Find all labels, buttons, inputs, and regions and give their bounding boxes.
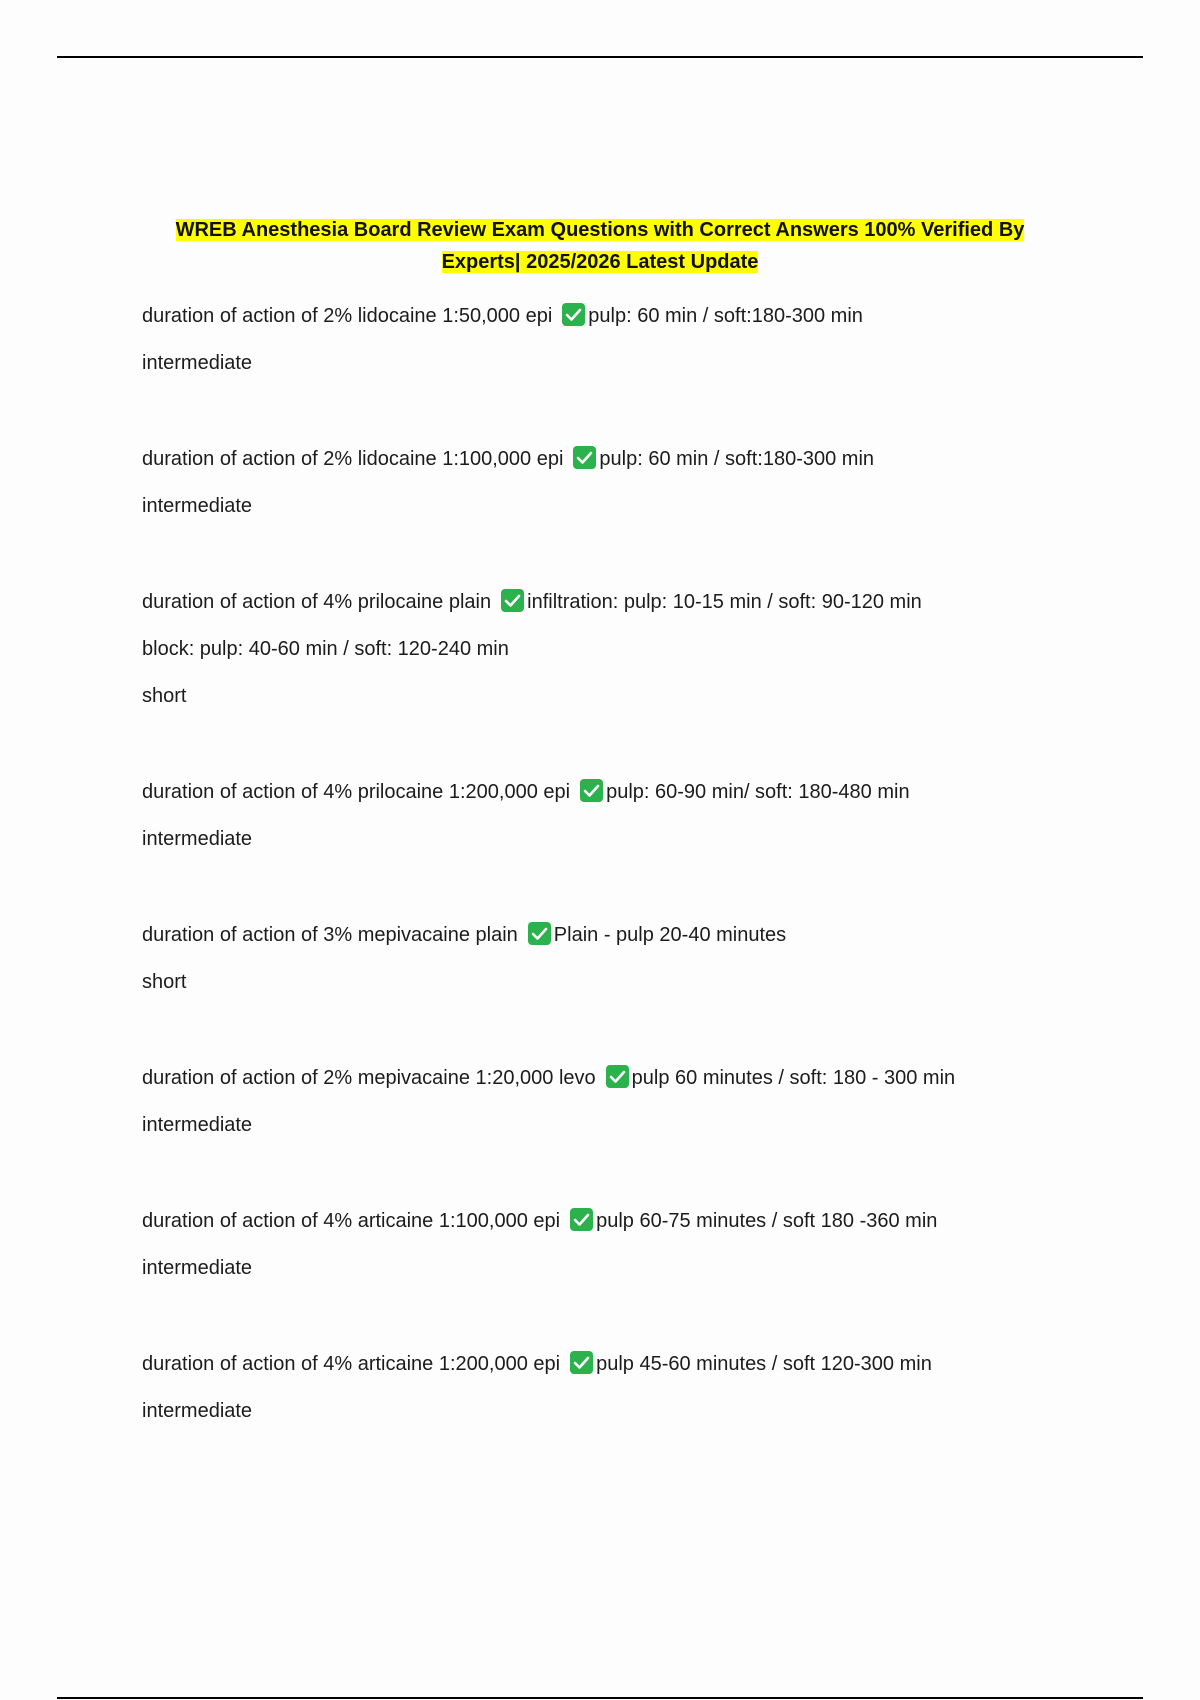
check-mark-icon — [580, 779, 603, 802]
answer-continuation: intermediate — [142, 1400, 253, 1422]
title-line-1: WREB Anesthesia Board Review Exam Questions with Correct Answers 100% Verified By — [175, 219, 1025, 241]
qa-item — [142, 912, 1082, 1006]
qa-list — [142, 293, 1082, 1435]
question-text: duration of action of 2% lidocaine 1:50,000 epi — [142, 305, 553, 327]
item-spacer — [142, 863, 1082, 912]
qa-item — [142, 1341, 1082, 1435]
title-line-2: Experts| 2025/2026 Latest Update — [441, 251, 759, 273]
question-text: duration of action of 4% prilocaine 1:200,000 epi — [142, 781, 571, 803]
qa-line — [142, 293, 1082, 340]
qa-line — [142, 769, 1082, 816]
qa-line — [142, 1198, 1082, 1245]
check-mark-icon — [562, 303, 585, 326]
answer-text: pulp: 60 min / soft:180-300 min — [588, 305, 863, 327]
check-mark-icon — [606, 1065, 629, 1088]
qa-line — [142, 912, 1082, 959]
item-spacer — [142, 1292, 1082, 1341]
answer-text: pulp 60-75 minutes / soft 180 -360 min — [596, 1210, 938, 1232]
qa-item — [142, 769, 1082, 863]
qa-line — [142, 579, 1082, 626]
answer-text: pulp: 60-90 min/ soft: 180-480 min — [606, 781, 910, 803]
qa-item — [142, 293, 1082, 387]
question-text: duration of action of 2% lidocaine 1:100,000 epi — [142, 448, 564, 470]
item-spacer — [142, 1006, 1082, 1055]
answer-continuation: intermediate — [142, 352, 253, 374]
item-spacer — [142, 530, 1082, 579]
bottom-rule — [57, 1697, 1143, 1699]
answer-continuation: short — [142, 971, 187, 993]
answer-continuation: intermediate — [142, 1257, 253, 1279]
qa-line — [142, 1341, 1082, 1388]
answer-text: pulp 45-60 minutes / soft 120-300 min — [596, 1353, 932, 1375]
check-mark-icon — [528, 922, 551, 945]
document-title — [140, 214, 1060, 278]
question-text: duration of action of 4% articaine 1:200,000 epi — [142, 1353, 561, 1375]
answer-text: pulp: 60 min / soft:180-300 min — [599, 448, 875, 470]
answer-continuation: intermediate — [142, 1114, 253, 1136]
question-text: duration of action of 4% articaine 1:100,000 epi — [142, 1210, 561, 1232]
item-spacer — [142, 720, 1082, 769]
qa-item — [142, 436, 1082, 530]
qa-item — [142, 1198, 1082, 1292]
question-text: duration of action of 2% mepivacaine 1:20,000 levo — [142, 1067, 596, 1089]
answer-continuation: intermediate — [142, 495, 253, 517]
qa-line — [142, 1055, 1082, 1102]
answer-text: pulp 60 minutes / soft: 180 - 300 min — [631, 1067, 956, 1089]
qa-line — [142, 436, 1082, 483]
top-rule — [57, 56, 1143, 58]
check-mark-icon — [573, 446, 596, 469]
question-text: duration of action of 3% mepivacaine plain — [142, 924, 518, 946]
check-mark-icon — [570, 1208, 593, 1231]
check-mark-icon — [501, 589, 524, 612]
answer-continuation: block: pulp: 40-60 min / soft: 120-240 min — [142, 638, 509, 660]
qa-item — [142, 1055, 1082, 1149]
answer-text: infiltration: pulp: 10-15 min / soft: 90-120 min — [527, 591, 922, 613]
check-mark-icon — [570, 1351, 593, 1374]
answer-text: Plain - pulp 20-40 minutes — [553, 924, 787, 946]
qa-item — [142, 579, 1082, 720]
answer-continuation: short — [142, 685, 187, 707]
answer-continuation: intermediate — [142, 828, 253, 850]
question-text: duration of action of 4% prilocaine plain — [142, 591, 492, 613]
item-spacer — [142, 387, 1082, 436]
item-spacer — [142, 1149, 1082, 1198]
